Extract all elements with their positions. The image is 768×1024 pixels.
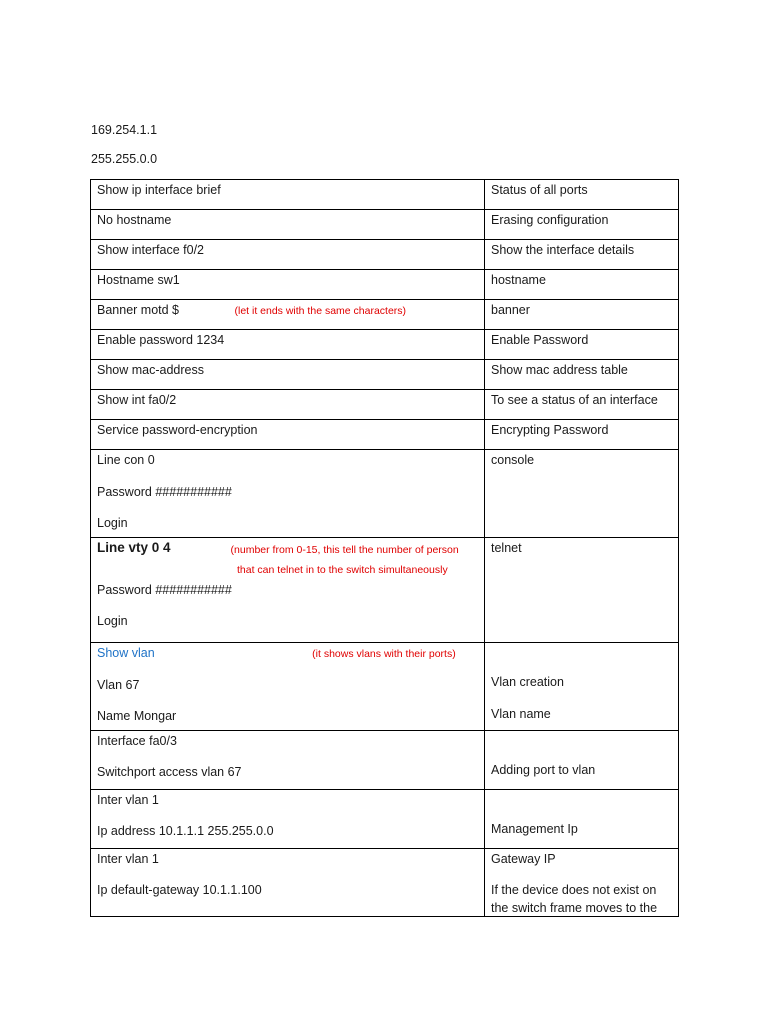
description-text: Enable Password <box>491 333 589 347</box>
command-text: Show mac-address <box>97 363 204 377</box>
ip-address-text: 169.254.1.1 <box>91 123 158 137</box>
command-text: Show int fa0/2 <box>97 393 177 407</box>
table-row <box>91 270 679 300</box>
description-text: the switch frame moves to the <box>491 901 658 915</box>
command-line <box>97 300 478 318</box>
command-text: Line vty 0 4 <box>97 540 171 555</box>
command-text: Show ip interface brief <box>97 183 221 197</box>
description-text: Encrypting Password <box>491 423 609 437</box>
description-text: Management Ip <box>491 822 578 836</box>
command-line <box>97 538 478 556</box>
annotation-note: (it shows vlans with their ports) <box>312 648 456 660</box>
table-row <box>91 731 679 790</box>
annotation-note: (number from 0-15, this tell the number of person <box>230 544 459 556</box>
command-cell <box>91 849 485 917</box>
description-cell <box>485 538 679 643</box>
command-cell <box>91 180 485 210</box>
description-cell <box>485 270 679 300</box>
description-cell <box>485 240 679 270</box>
table-row <box>91 538 679 643</box>
description-text: Show the interface details <box>491 243 635 257</box>
command-cell <box>91 300 485 330</box>
description-text: To see a status of an interface <box>491 393 658 407</box>
command-text: Ip address 10.1.1.1 255.255.0.0 <box>97 824 274 838</box>
description-text: hostname <box>491 273 546 287</box>
command-text: Show interface f0/2 <box>97 243 205 257</box>
command-text: Line con 0 <box>97 453 155 467</box>
description-cell <box>485 790 679 849</box>
description-text: Vlan name <box>491 706 551 721</box>
description-text: If the device does not exist on <box>491 883 657 897</box>
command-text: Login <box>97 614 128 628</box>
command-cell <box>91 450 485 538</box>
command-cell <box>91 240 485 270</box>
table-row <box>91 390 679 420</box>
command-cell <box>91 643 485 731</box>
command-text: Password ########### <box>97 484 232 499</box>
description-text: Status of all ports <box>491 183 588 197</box>
command-text: Inter vlan 1 <box>97 793 159 807</box>
table-row <box>91 420 679 450</box>
table-row <box>91 849 679 917</box>
table-row <box>91 330 679 360</box>
description-text: console <box>491 453 535 467</box>
description-cell <box>485 390 679 420</box>
description-text: telnet <box>491 541 522 555</box>
description-cell <box>485 731 679 790</box>
table-row <box>91 240 679 270</box>
command-text: Enable password 1234 <box>97 333 225 347</box>
table-row <box>91 180 679 210</box>
description-text: Erasing configuration <box>491 213 609 227</box>
command-text: Inter vlan 1 <box>97 852 159 866</box>
command-cell <box>91 538 485 643</box>
command-cell <box>91 790 485 849</box>
description-text: Show mac address table <box>491 363 628 377</box>
subnet-mask-text: 255.255.0.0 <box>91 152 158 166</box>
table-row <box>91 360 679 390</box>
command-cell <box>91 210 485 240</box>
description-cell <box>485 360 679 390</box>
command-text: Switchport access vlan 67 <box>97 765 242 779</box>
annotation-note-continued: that can telnet in to the switch simultaneously <box>237 564 448 576</box>
table-row <box>91 643 679 731</box>
command-cell <box>91 270 485 300</box>
description-cell <box>485 300 679 330</box>
table-row <box>91 450 679 538</box>
command-text: Login <box>97 516 128 530</box>
command-text: Password ########### <box>97 583 232 597</box>
annotation-note: (let it ends with the same characters) <box>234 305 407 317</box>
command-text: Name Mongar <box>97 709 177 723</box>
command-cell <box>91 330 485 360</box>
description-cell <box>485 210 679 240</box>
command-text: Hostname sw1 <box>97 273 180 287</box>
table-row <box>91 790 679 849</box>
command-text: Interface fa0/3 <box>97 734 177 748</box>
table-row <box>91 300 679 330</box>
command-text: Ip default-gateway 10.1.1.100 <box>97 883 262 897</box>
command-cell <box>91 390 485 420</box>
table-row <box>91 210 679 240</box>
command-text: No hostname <box>97 213 172 227</box>
description-cell <box>485 330 679 360</box>
command-cell <box>91 420 485 450</box>
command-text: Service password-encryption <box>97 423 258 437</box>
command-cell <box>91 360 485 390</box>
command-table <box>90 179 679 917</box>
command-text: Vlan 67 <box>97 677 140 692</box>
description-cell <box>485 420 679 450</box>
command-text: Banner motd $ <box>97 303 179 317</box>
description-cell <box>485 450 679 538</box>
description-text: Adding port to vlan <box>491 763 596 777</box>
description-text: banner <box>491 303 530 317</box>
description-text: Gateway IP <box>491 852 556 866</box>
command-text: Show vlan <box>97 646 155 660</box>
description-cell <box>485 180 679 210</box>
description-text: Vlan creation <box>491 675 564 689</box>
description-cell <box>485 849 679 917</box>
command-line <box>97 643 478 661</box>
description-cell <box>485 643 679 731</box>
command-cell <box>91 731 485 790</box>
